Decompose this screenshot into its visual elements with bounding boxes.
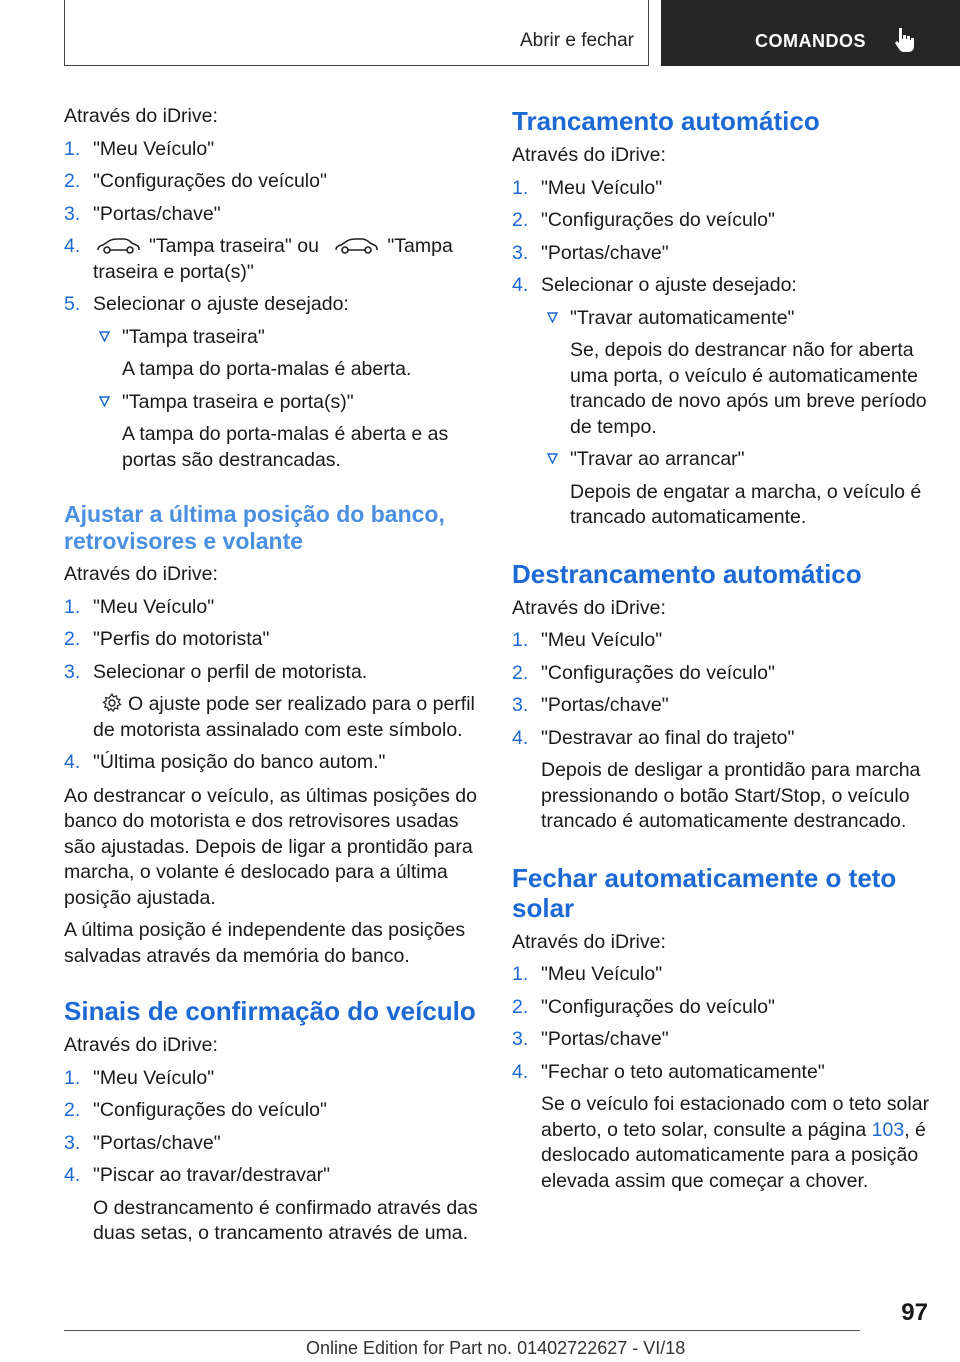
signals-steps (64, 1066, 484, 1247)
intro-text: Através do iDrive: (64, 105, 218, 127)
header-section-box (64, 0, 649, 66)
intro-text: Através do iDrive: (512, 596, 666, 619)
list-item: 2. "Configurações do veículo" (64, 170, 327, 192)
option-list (93, 325, 484, 474)
triangle-bullet-icon (99, 331, 110, 342)
car-tailgate-doors-icon (334, 237, 378, 255)
intro-text: Através do iDrive: (512, 930, 666, 953)
list-item: 3. "Portas/chave" (512, 694, 669, 716)
triangle-bullet-icon (547, 312, 558, 323)
memory-steps (64, 595, 484, 776)
list-item: 1. "Meu Veículo" (64, 1066, 215, 1089)
list-item: 1. "Meu Veículo" (512, 629, 663, 651)
tailgate-steps (64, 137, 484, 474)
triangle-bullet-icon (547, 453, 558, 464)
list-item: 1. "Meu Veículo" (512, 176, 663, 199)
right-column (512, 104, 932, 1202)
left-column (64, 104, 484, 1255)
option-list (541, 306, 932, 531)
autolock-steps (512, 176, 932, 531)
list-item: 4. "Última posição do banco autom." (64, 751, 386, 773)
option-item: "Tampa traseira" A tampa do porta-malas é aberta. (93, 325, 484, 383)
sunroof-steps (512, 962, 932, 1194)
list-item: 2. "Configurações do veículo" (512, 209, 775, 231)
list-item: 3. "Portas/chave" (64, 1131, 221, 1154)
header-chapter-label: COMANDOS (755, 31, 866, 51)
page-reference-link[interactable]: 103 (871, 1118, 905, 1141)
list-item: 3. "Portas/chave" (512, 241, 669, 264)
list-item: 2. "Configurações do veículo" (64, 1099, 327, 1121)
triangle-bullet-icon (99, 396, 110, 407)
list-item: 4. "Destravar ao final do trajeto" Depois de desligar a prontidão para marcha pressionando o botão Start/Stop, o veículo trancado é automaticamente destrancado. (512, 726, 921, 832)
list-item: 4. "Tampa traseira" ou "Tampa traseira e porta(s)" (64, 235, 453, 283)
list-item: 3. "Portas/chave" (64, 202, 221, 225)
list-item: 2. "Configurações do veículo" (512, 995, 775, 1018)
header-section-label: Abrir e fechar (519, 30, 634, 51)
option-item: "Travar ao arrancar" Depois de engatar a marcha, o veículo é trancado automaticamente. (541, 447, 932, 531)
footer-divider (64, 1330, 860, 1331)
paragraph: Ao destrancar o veículo, as últimas posições do banco do motorista e dos retrovisores usadas são ajustadas. Depois de ligar a prontidão para marcha, o volante é deslocado para a última posição ajustada. (64, 784, 477, 909)
intro-text: Através do iDrive: (64, 563, 218, 585)
section-heading-sunroof: Fechar automaticamente o teto solar (512, 862, 897, 923)
section-heading-signals: Sinais de confirmação do veículo (64, 996, 476, 1026)
list-item: 1. "Meu Veículo" (64, 595, 215, 618)
list-item: 4. Selecionar o ajuste desejado: "Travar automaticamente" Se, depois do destrancar não for aberta uma porta, o veículo é automaticamente trancado de novo após um breve período de tempo. "Travar ao arrancar" Depois de engatar a marcha, o veículo é trancado automaticamente. (512, 273, 932, 531)
hand-pointer-icon (893, 26, 919, 54)
list-item: 2. "Configurações do veículo" (512, 661, 775, 684)
section-heading-memory: Ajustar a última posição do banco, retrovisores e volante (64, 501, 445, 554)
list-item: 2. "Perfis do motorista" (64, 628, 270, 650)
intro-text: Através do iDrive: (512, 144, 666, 166)
list-item: 3. Selecionar o perfil de motorista. O ajuste pode ser realizado para o perfil de motorista assinalado com este símbolo. (64, 660, 475, 741)
car-tailgate-icon (96, 237, 140, 255)
list-item: 4. "Fechar o teto automaticamente" Se o veículo foi estacionado com o teto solar aberto, o teto solar, consulte a página 103, é deslocado automaticamente para a posição elevada assim que começar a chover. (512, 1060, 930, 1192)
section-heading-autolock: Trancamento automático (512, 106, 820, 136)
page-number: 97 (901, 1299, 928, 1326)
gear-icon (102, 693, 122, 713)
list-item: 5. Selecionar o ajuste desejado: "Tampa traseira" A tampa do porta-malas é aberta. "Tampa traseira e porta(s)" A tampa do porta-malas é aberta e as portas são destrancadas. (64, 292, 484, 473)
option-item: "Travar automaticamente" Se, depois do destrancar não for aberta uma porta, o veículo é automaticamente trancado de novo após um breve período de tempo. (541, 306, 932, 441)
autounlock-steps (512, 628, 932, 835)
paragraph: A última posição é independente das posições salvadas através da memória do banco. (64, 919, 466, 967)
list-item: 4. "Piscar ao travar/destravar" O destrancamento é confirmado através das duas setas, o trancamento através de uma. (64, 1164, 478, 1244)
list-item: 1. "Meu Veículo" (64, 137, 215, 160)
list-item: 1. "Meu Veículo" (512, 963, 663, 985)
intro-text: Através do iDrive: (64, 1034, 218, 1056)
option-item: "Tampa traseira e porta(s)" A tampa do porta-malas é aberta e as portas são destrancadas. (93, 390, 484, 474)
list-item: 3. "Portas/chave" (512, 1028, 669, 1050)
section-heading-autounlock: Destrancamento automático (512, 558, 862, 589)
footer-edition: Online Edition for Part no. 01402722627 - VI/18 (306, 1338, 686, 1358)
